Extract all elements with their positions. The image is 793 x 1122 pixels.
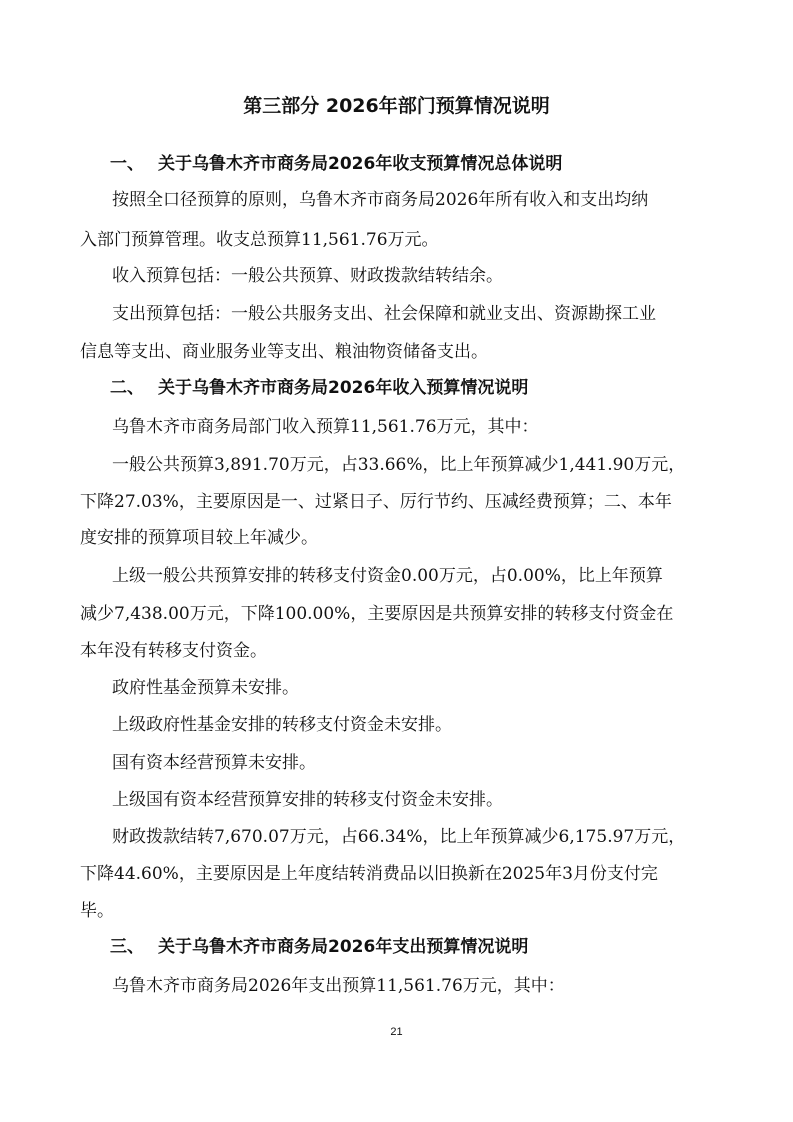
section-number: 三、: [110, 937, 144, 957]
page-number: 21: [390, 1026, 403, 1038]
paragraph-line: 下降44.60%，主要原因是上年度结转消费品以旧换新在2025年3月份支付完: [80, 864, 658, 884]
paragraph-line: 政府性基金预算未安排。: [112, 678, 299, 698]
section-number: 二、: [110, 378, 144, 398]
section-heading-text: 关于乌鲁木齐市商务局2026年收支预算情况总体说明: [158, 154, 563, 174]
paragraph-line: 上级国有资本经营预算安排的转移支付资金未安排。: [112, 790, 503, 810]
paragraph-line: 乌鲁木齐市商务局部门收入预算11,561.76万元，其中：: [112, 417, 539, 437]
section-heading-text: 关于乌鲁木齐市商务局2026年收入预算情况说明: [158, 378, 529, 398]
paragraph-line: 减少7,438.00万元，下降100.00%，主要原因是共预算安排的转移支付资金在: [80, 604, 674, 624]
paragraph-line: 收入预算包括：一般公共预算、财政拨款结转结余。: [112, 266, 503, 286]
section-number: 一、: [110, 154, 144, 174]
section-heading-1: [110, 150, 562, 178]
section-heading-text: 关于乌鲁木齐市商务局2026年支出预算情况说明: [158, 937, 529, 957]
paragraph-line: 度安排的预算项目较上年减少。: [80, 528, 318, 548]
paragraph-line: 乌鲁木齐市商务局2026年支出预算11,561.76万元，其中：: [112, 976, 565, 996]
paragraph-line: 上级政府性基金安排的转移支付资金未安排。: [112, 715, 452, 735]
paragraph-line: 按照全口径预算的原则，乌鲁木齐市商务局2026年所有收入和支出均纳: [112, 190, 649, 210]
section-heading-2: [110, 374, 528, 402]
section-heading-3: [110, 933, 528, 961]
paragraph-line: 下降27.03%，主要原因是一、过紧日子、厉行节约、压减经费预算；二、本年: [80, 492, 672, 512]
paragraph-line: 信息等支出、商业服务业等支出、粮油物资储备支出。: [80, 342, 488, 362]
paragraph-line: 毕。: [80, 901, 114, 921]
page-title: 第三部分 2026年部门预算情况说明: [243, 95, 550, 117]
paragraph-line: 上级一般公共预算安排的转移支付资金0.00万元，占0.00%，比上年预算: [112, 566, 663, 586]
paragraph-line: 支出预算包括：一般公共服务支出、社会保障和就业支出、资源勘探工业: [112, 304, 656, 324]
paragraph-line: 国有资本经营预算未安排。: [112, 753, 316, 773]
paragraph-line: 财政拨款结转7,670.07万元，占66.34%，比上年预算减少6,175.97万元，: [112, 827, 686, 847]
paragraph-line: 一般公共预算3,891.70万元，占33.66%，比上年预算减少1,441.90万元，: [112, 455, 686, 475]
paragraph-line: 本年没有转移支付资金。: [80, 641, 267, 661]
paragraph-line: 入部门预算管理。收支总预算11,561.76万元。: [80, 230, 439, 250]
